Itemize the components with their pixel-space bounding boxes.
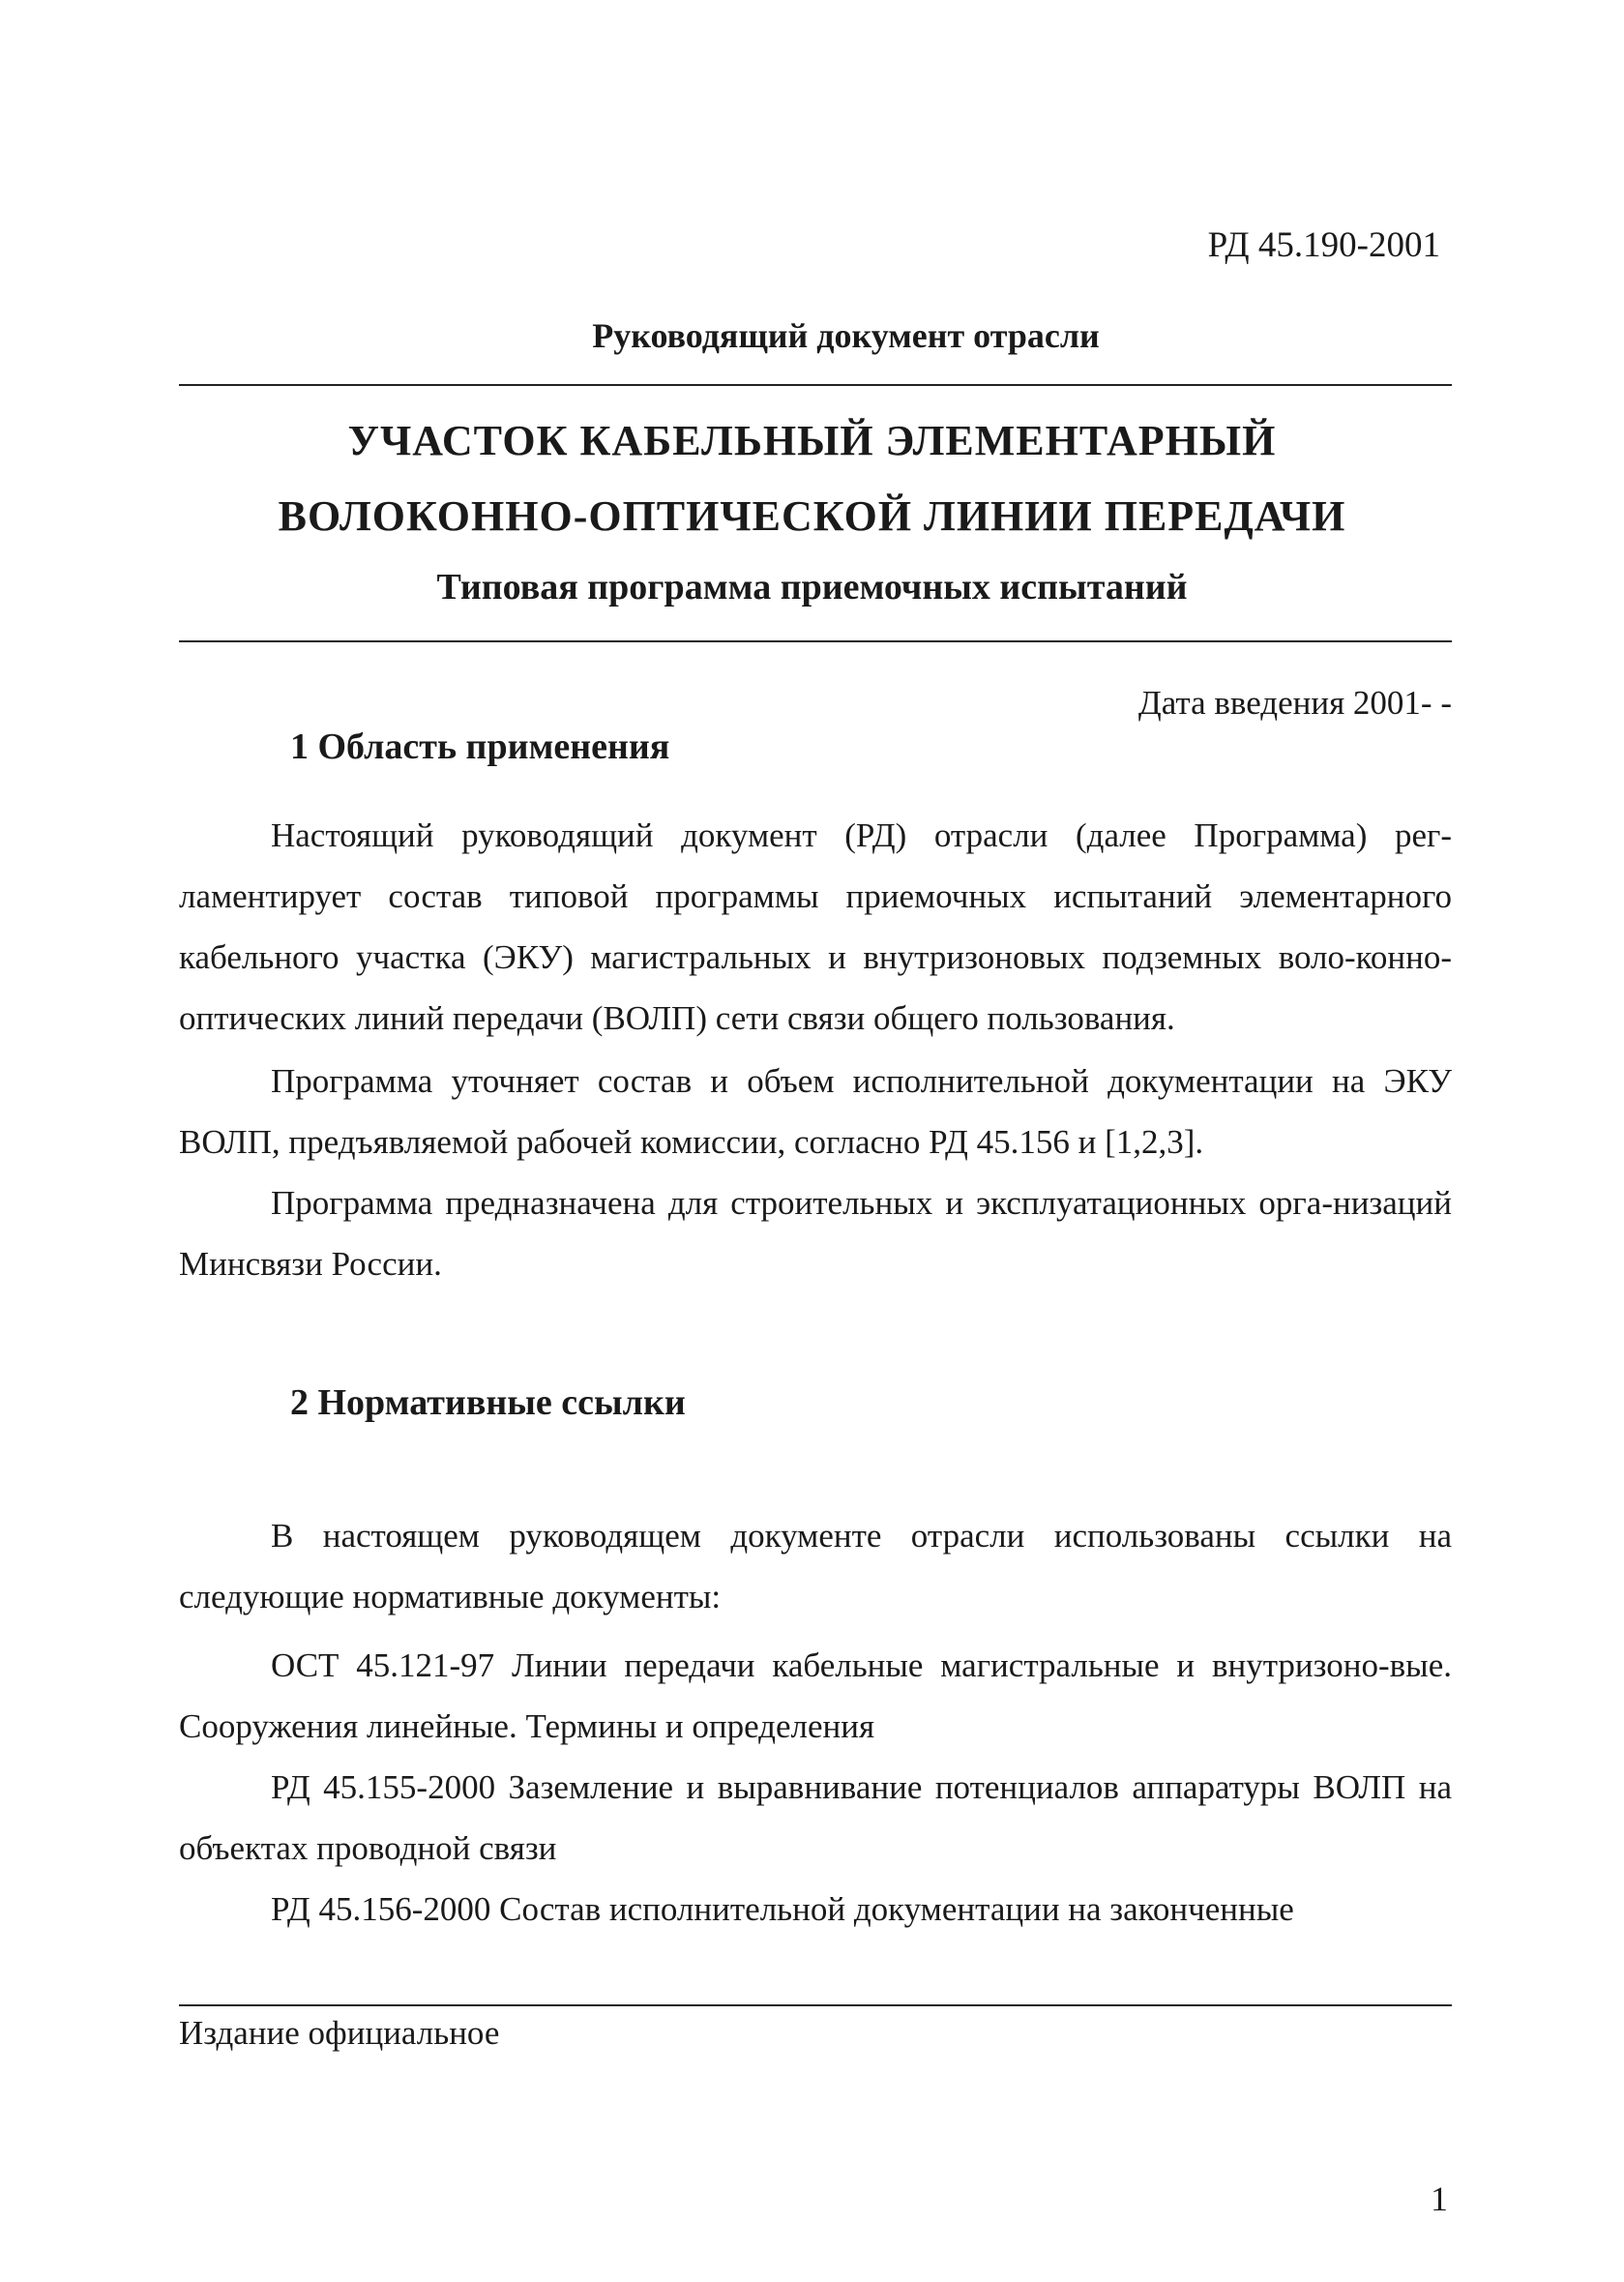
section-2-reference-rd155: РД 45.155-2000 Заземление и выравнивание потенциалов аппаратуры ВОЛП на объектах проводной связи (179, 1768, 1452, 1867)
footer-rule (179, 2004, 1452, 2006)
section-2-paragraph-1: В настоящем руководящем документе отрасли использованы ссылки на следующие нормативные документы: (179, 1517, 1452, 1615)
section-1-paragraph-1: Настоящий руководящий документ (РД) отрасли (далее Программа) рег-ламентирует состав типовой программы приемочных испытаний элементарного кабельного участка (ЭКУ) магистральных и внутризоновых подземных воло-конно-оптических линий передачи (ВОЛП) сети связи общего пользования. (179, 816, 1452, 1037)
title-line-1: УЧАСТОК КАБЕЛЬНЫЙ ЭЛЕМЕНТАРНЫЙ (347, 417, 1277, 464)
top-rule (179, 384, 1452, 386)
title-subtitle: Типовая программа приемочных испытаний (436, 567, 1188, 608)
section-2-reference-rd156: РД 45.156-2000 Состав исполнительной документации на законченные (271, 1890, 1294, 1928)
edition-label: Издание официальное (179, 2014, 500, 2052)
title-line-2: ВОЛОКОННО-ОПТИЧЕСКОЙ ЛИНИИ ПЕРЕДАЧИ (278, 492, 1346, 540)
intro-date: Дата введения 2001- - (1137, 684, 1452, 722)
section-1-heading: 1 Область применения (290, 726, 670, 767)
section-2-reference-ost: ОСТ 45.121-97 Линии передачи кабельные магистральные и внутризоно-вые. Сооружения линейные. Термины и определения (179, 1646, 1452, 1745)
section-2-heading: 2 Нормативные ссылки (290, 1382, 686, 1423)
page-number: 1 (1431, 2179, 1448, 2218)
document-type: Руководящий документ отрасли (592, 316, 1100, 355)
section-1-paragraph-2: Программа уточняет состав и объем исполнительной документации на ЭКУ ВОЛП, предъявляемой рабочей комиссии, согласно РД 45.156 и [1,2,3]. (179, 1062, 1452, 1161)
document-number: РД 45.190-2001 (1207, 225, 1440, 265)
section-1-paragraph-3: Программа предназначена для строительных и эксплуатационных орга-низаций Минсвязи России. (179, 1184, 1452, 1283)
title-bottom-rule (179, 640, 1452, 642)
